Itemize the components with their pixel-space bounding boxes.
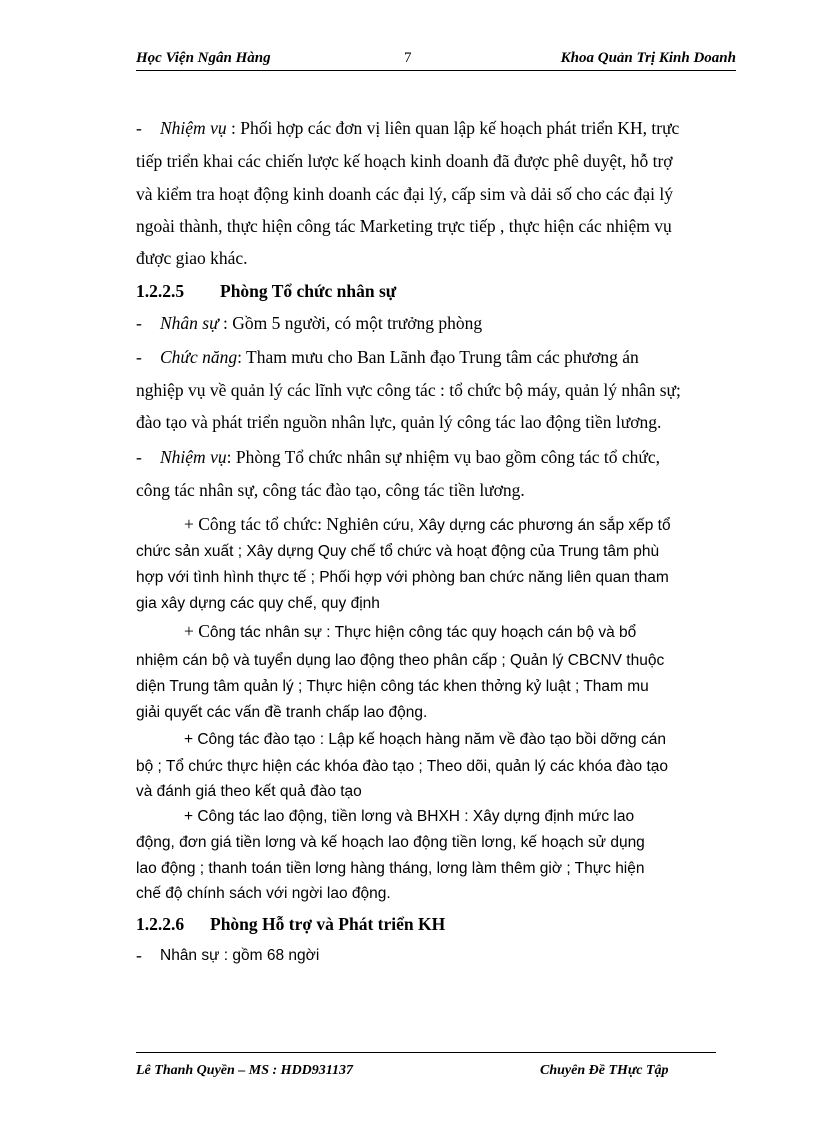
bullet-dash: -	[136, 447, 142, 467]
label-nhiem-vu: Nhiệm vụ	[160, 118, 227, 138]
paragraph-line	[160, 447, 660, 468]
bullet-dash: -	[136, 313, 142, 333]
text: : Phòng Tổ chức nhân sự nhiệm vụ bao gồm công tác tổ chức,	[226, 447, 661, 467]
paragraph-line	[160, 347, 639, 368]
paragraph-line: nghiệp vụ về quản lý các lĩnh vực công tác : tổ chức bộ máy, quản lý nhân sự;	[136, 380, 681, 400]
bullet-dash: -	[136, 347, 142, 367]
paragraph-line: gia xây dựng các quy chế, quy định	[136, 595, 380, 612]
paragraph-line: giải quyết các vấn đề tranh chấp lao động.	[136, 704, 428, 721]
paragraph-line: diện Trung tâm quản lý ; Thực hiện công tác khen thởng kỷ luật ; Tham mu	[136, 678, 649, 695]
paragraph-line: Nhân sự : gồm 68 ngời	[160, 947, 320, 964]
footer-author: Lê Thanh Quyền – MS : HDD931137	[136, 1063, 354, 1078]
paragraph-line: động, đơn giá tiền lơng và kế hoạch lao động tiền lơng, kế hoạch sử dụng	[136, 834, 645, 851]
paragraph-line: chế độ chính sách với ngời lao động.	[136, 885, 391, 902]
paragraph-line: bộ ; Tổ chức thực hiện các khóa đào tạo ; Theo dõi, quản lý các khóa đào tạo	[136, 758, 669, 775]
paragraph-line: đào tạo và phát triển nguồn nhân lực, quản lý công tác lao động tiền lương.	[136, 412, 662, 432]
header-school: Học Viện Ngân Hàng	[136, 50, 271, 66]
paragraph-line	[160, 313, 482, 334]
text: ên cứu, Xây dựng các phương án sắp xếp tổ	[361, 517, 671, 534]
paragraph-line	[160, 118, 679, 139]
section-number: 1.2.2.6	[136, 914, 185, 934]
text: ông tác nhân sự : Thực hiện công tác quy hoạch cán bộ và bổ	[209, 624, 637, 641]
paragraph-line: ngoài thành, thực hiện công tác Marketing trực tiếp , thực hiện các nhiệm vụ	[136, 216, 672, 236]
paragraph-line: nhiệm cán bộ và tuyển dụng lao động theo phân cấp ; Quản lý CBCNV thuộc	[136, 652, 665, 669]
bullet-dash: -	[136, 118, 142, 138]
paragraph-line: + Công tác lao động, tiền lơng và BHXH : Xây dựng định mức lao	[184, 808, 635, 825]
header-faculty: Khoa Quản Trị Kinh Doanh	[560, 50, 736, 66]
section-title: Phòng Hỗ trợ và Phát triển KH	[210, 914, 446, 934]
page-header	[136, 48, 736, 71]
paragraph-line: hợp với tình hình thực tế ; Phối hợp với phòng ban chức năng liên quan tham	[136, 569, 669, 586]
label-nhiem-vu: Nhiệm vụ	[160, 447, 227, 467]
label-chuc-nang: Chức năng	[160, 347, 238, 367]
text: + Công tác tổ chức: Nghi	[184, 514, 362, 534]
page-footer	[136, 1052, 716, 1078]
text: : Phối hợp các đơn vị liên quan lập kế hoạch phát triển KH, trực	[226, 118, 680, 138]
section-number: 1.2.2.5	[136, 281, 185, 301]
text: : Tham mưu cho Ban Lãnh đạo Trung tâm các phương án	[237, 347, 639, 367]
label-nhan-su: Nhân sự	[160, 313, 219, 333]
paragraph-line: được giao khác.	[136, 248, 248, 268]
text: + C	[184, 621, 210, 641]
paragraph-line: và đánh giá theo kết quả đào tạo	[136, 783, 362, 800]
paragraph-line: tiếp triển khai các chiến lược kế hoạch kinh doanh đã được phê duyệt, hỗ trợ	[136, 151, 673, 171]
header-page-number: 7	[404, 50, 412, 66]
paragraph-line: công tác nhân sự, công tác đào tạo, công tác tiền lương.	[136, 480, 525, 500]
paragraph-line: và kiểm tra hoạt động kinh doanh các đại lý, cấp sim và dải số cho các đại lý	[136, 184, 673, 204]
text: : Gồm 5 người, có một trưởng phòng	[218, 313, 483, 333]
paragraph-line	[184, 514, 671, 535]
paragraph-line: chức sản xuất ; Xây dựng Quy chế tổ chức và hoạt động của Trung tâm phù	[136, 543, 660, 560]
section-title: Phòng Tổ chức nhân sự	[220, 281, 397, 301]
footer-doc-title: Chuyên Đề THực Tập	[540, 1063, 669, 1078]
paragraph-line: + Công tác đào tạo : Lập kế hoạch hàng năm về đào tạo bồi dỡng cán	[184, 731, 666, 748]
paragraph-line: lao động ; thanh toán tiền lơng hàng tháng, lơng làm thêm giờ ; Thực hiện	[136, 860, 645, 877]
bullet-dash: -	[136, 945, 142, 965]
paragraph-line	[184, 621, 636, 642]
